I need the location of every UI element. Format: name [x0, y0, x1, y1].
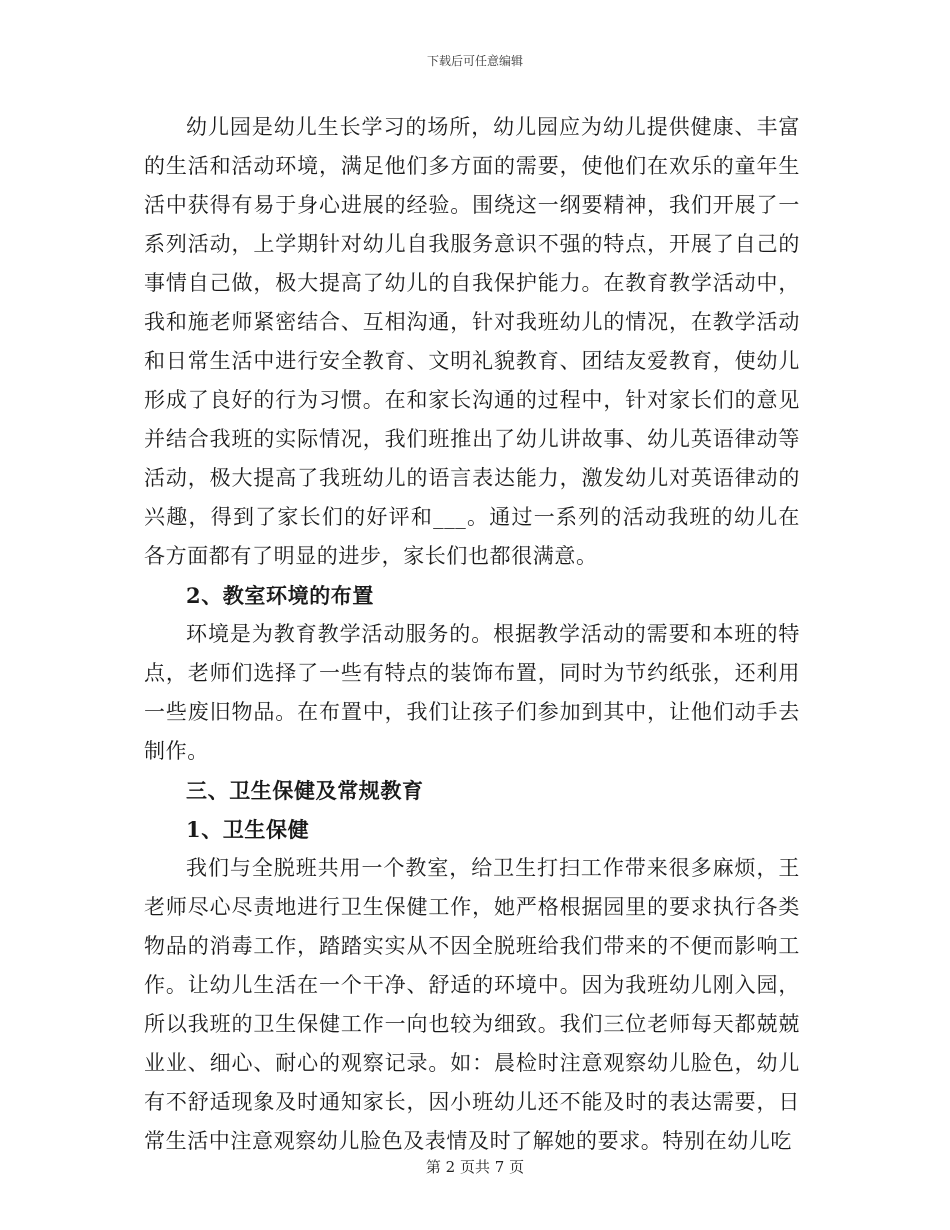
paragraph-hygiene-care: 我们与全脱班共用一个教室，给卫生打扫工作带来很多麻烦，王老师尽心尽责地进行卫生保健工作，她严格根据园里的要求执行各类物品的消毒工作，踏踏实实从不因全脱班给我们带来的不便而影响工作。让幼儿生活在一个干净、舒适的环境中。因为我班幼儿刚入园，所以我班的卫生保健工作一向也较为细致。我们三位老师每天都兢兢业业、细心、耐心的观察记录。如：晨检时注意观察幼儿脸色，幼儿有不舒适现象及时通知家长，因小班幼儿还不能及时的表达需要，日常生活中注意观察幼儿脸色及表情及时了解她的要求。特别在幼儿吃	[144, 856, 800, 1153]
page-footer: 第 2 页共 7 页	[425, 1158, 525, 1176]
document-body	[144, 108, 800, 1161]
heading-hygiene-care: 1、卫生保健	[186, 817, 310, 842]
heading-hygiene-and-routine: 三、卫生保健及常规教育	[186, 778, 424, 803]
paragraph-kindergarten-activities: 幼儿园是幼儿生长学习的场所，幼儿园应为幼儿提供健康、丰富的生活和活动环境，满足他们多方面的需要，使他们在欢乐的童年生活中获得有易于身心进展的经验。围绕这一纲要精神，我们开展了一系列活动，上学期针对幼儿自我服务意识不强的特点，开展了自己的事情自己做，极大提高了幼儿的自我保护能力。在教育教学活动中，我和施老师紧密结合、互相沟通，针对我班幼儿的情况，在教学活动和日常生活中进行安全教育、文明礼貌教育、团结友爱教育，使幼儿形成了良好的行为习惯。在和家长沟通的过程中，针对家长们的意见并结合我班的实际情况，我们班推出了幼儿讲故事、幼儿英语律动等活动，极大提高了我班幼儿的语言表达能力，激发幼儿对英语律动的兴趣，得到了家长们的好评和___。通过一系列的活动我班的幼儿在各方面都有了明显的进步，家长们也都很满意。	[144, 115, 800, 568]
heading-classroom-environment: 2、教室环境的布置	[186, 583, 375, 608]
page-header: 下载后可任意编辑	[426, 54, 523, 68]
paragraph-classroom-environment: 环境是为教育教学活动服务的。根据教学活动的需要和本班的特点，老师们选择了一些有特点的装饰布置，同时为节约纸张，还利用一些废旧物品。在布置中，我们让孩子们参加到其中，让他们动手去制作。	[144, 622, 800, 763]
